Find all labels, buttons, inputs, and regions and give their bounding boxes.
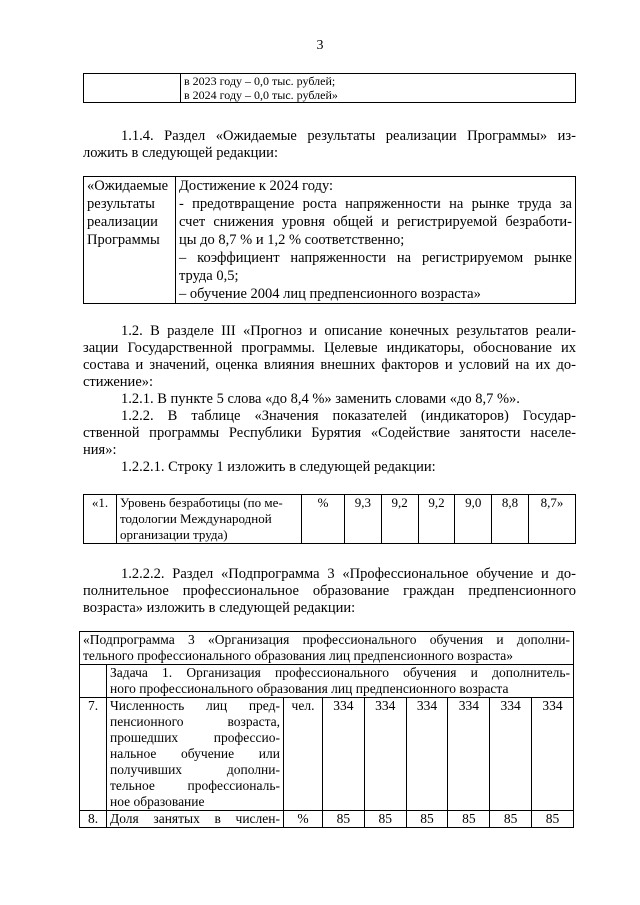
indicator-label-line: тельное профессиональ- [110, 778, 280, 793]
text-line: ственной программы Республики Бурятия «Содействие занятости населе- [83, 425, 576, 441]
row-number-cell: 7. [80, 698, 107, 811]
value-cell: 9,2 [381, 495, 418, 544]
value-cell: 85 [532, 811, 574, 828]
results-line: Достижение к 2024 году: [179, 178, 334, 194]
row-number-cell: 8. [80, 811, 107, 828]
page-number: 3 [316, 38, 324, 53]
value-cell: 85 [448, 811, 490, 828]
budget-table-content-cell [181, 74, 576, 103]
indicator-label-cell [117, 495, 302, 544]
table-row [80, 811, 574, 828]
text-line: состава и значений, оценка влияния внешних факторов и условий на их до- [83, 357, 576, 373]
text-line: 1.2. В разделе III «Прогноз и описание конечных результатов реали- [121, 323, 576, 339]
value-cell: 85 [490, 811, 532, 828]
indicator-label-line: тодологии Международной [120, 511, 272, 526]
indicator-label-line: организации труда) [120, 527, 228, 542]
indicator-label-line: пенсионного возраста, [110, 714, 280, 729]
results-line: цы до 8,7 % и 1,2 % соответственно; [179, 232, 405, 248]
indicator-label-line: прошедших профессио- [110, 730, 280, 745]
budget-table-empty-cell [84, 74, 181, 103]
paragraph-1-2-2-2 [83, 566, 576, 617]
value-cell: 85 [323, 811, 365, 828]
indicator-label-cell [107, 698, 284, 811]
text-line: 1.2.2.2. Раздел «Подпрограмма 3 «Профессиональное обучение и до- [121, 566, 576, 582]
unit-cell: % [284, 811, 323, 828]
text-line: стижение»: [83, 374, 154, 390]
text-line: ния»: [83, 442, 117, 458]
task-cell [107, 665, 574, 698]
task-line: ного профессионального образования лиц предпенсионного возраста [110, 681, 509, 696]
results-label-line: «Ожидаемые [87, 178, 169, 194]
budget-line: в 2024 году – 0,0 тыс. рублей» [184, 88, 338, 102]
indicator-label-line: нальное обучение или [110, 746, 280, 761]
paragraph-1-1-4 [83, 128, 576, 162]
results-line: труда 0,5; [179, 268, 239, 284]
value-cell: 8,8 [492, 495, 529, 544]
row-number-cell: «1. [84, 495, 117, 544]
indicator-label-line: Доля занятых в числен- [110, 811, 280, 826]
indicator-label-cell [107, 811, 284, 828]
results-line: счет снижения уровня общей и регистрируемой безработи- [179, 214, 572, 230]
value-cell: 334 [490, 698, 532, 811]
subprogram-header-line: тельного профессионального образования лиц предпенсионного возраста» [83, 648, 514, 663]
value-cell: 85 [364, 811, 406, 828]
unit-cell: чел. [284, 698, 323, 811]
text-line: полнительное профессиональное образование граждан предпенсионного [83, 583, 576, 599]
results-label-cell [84, 177, 176, 304]
indicator-row1-table [83, 494, 576, 544]
indicator-label-line: Численность лиц пред- [110, 698, 280, 713]
value-cell: 334 [364, 698, 406, 811]
results-label-line: результаты [87, 196, 155, 212]
value-cell: 85 [406, 811, 448, 828]
value-cell: 334 [532, 698, 574, 811]
value-cell: 334 [323, 698, 365, 811]
unit-cell: % [302, 495, 345, 544]
value-cell: 334 [448, 698, 490, 811]
paragraph-1-2 [83, 323, 576, 476]
results-line: – коэффициент напряженности на регистрируемом рынке [179, 250, 572, 266]
results-content-cell [176, 177, 576, 304]
task-line: Задача 1. Организация профессионального обучения и дополнитель- [110, 665, 570, 680]
subprogram-header-cell [80, 632, 574, 665]
value-cell: 9,2 [418, 495, 455, 544]
budget-table [83, 73, 576, 103]
text-line: 1.2.1. В пункте 5 слова «до 8,4 %» заменить словами «до 8,7 %». [121, 391, 520, 407]
text-line: возраста» изложить в следующей редакции: [83, 600, 356, 616]
expected-results-table [83, 176, 576, 304]
indicator-label-line: ное образование [110, 794, 205, 809]
task-number-cell [80, 665, 107, 698]
results-label-line: Программы [87, 232, 160, 248]
text-line: ложить в следующей редакции: [83, 145, 278, 161]
indicator-label-line: получивших дополни- [110, 762, 280, 777]
value-cell: 8,7» [528, 495, 575, 544]
indicator-label-line: Уровень безработицы (по ме- [120, 495, 283, 510]
text-line: 1.2.2.1. Строку 1 изложить в следующей редакции: [121, 459, 436, 475]
text-line: 1.2.2. В таблице «Значения показателей (индикаторов) Государ- [121, 408, 576, 424]
text-line: зации Государственной программы. Целевые индикаторы, обоснование их [83, 340, 576, 356]
value-cell: 9,3 [345, 495, 382, 544]
subprogram-3-table [79, 631, 574, 828]
value-cell: 9,0 [455, 495, 492, 544]
table-row [80, 698, 574, 811]
results-line: - предотвращение роста напряженности на рынке труда за [179, 196, 572, 212]
results-label-line: реализации [87, 214, 158, 230]
results-line: – обучение 2004 лиц предпенсионного возраста» [179, 286, 481, 302]
subprogram-header-line: «Подпрограмма 3 «Организация профессионального обучения и дополни- [83, 632, 570, 647]
value-cell: 334 [406, 698, 448, 811]
budget-line: в 2023 году – 0,0 тыс. рублей; [184, 74, 336, 88]
text-line: 1.1.4. Раздел «Ожидаемые результаты реализации Программы» из- [121, 128, 576, 144]
